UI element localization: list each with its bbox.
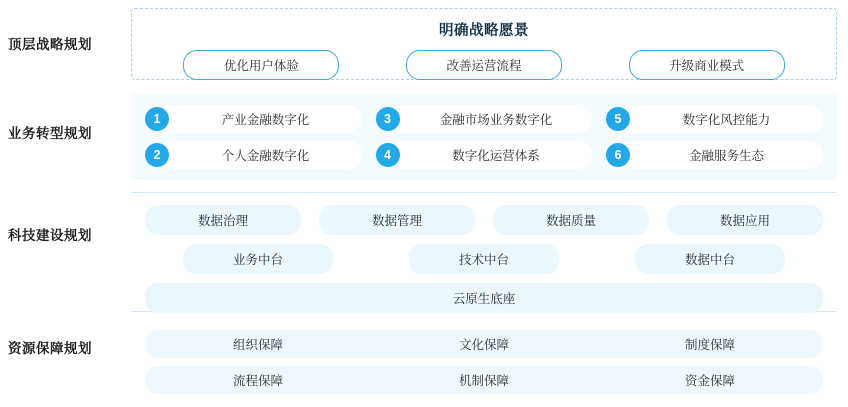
tech-pill[interactable]: 数据中台 bbox=[635, 244, 784, 274]
strategy-pill[interactable]: 改善运营流程 bbox=[406, 50, 562, 80]
resource-cell[interactable]: 资金保障 bbox=[684, 374, 735, 388]
business-item-label: 数字化风控能力 bbox=[618, 105, 823, 133]
business-item-number: 3 bbox=[376, 107, 400, 131]
strategy-band bbox=[131, 8, 837, 80]
tech-foundation-bar[interactable]: 云原生底座 bbox=[145, 283, 823, 313]
business-item-number: 5 bbox=[606, 107, 630, 131]
tech-row-platform bbox=[131, 244, 837, 274]
business-item[interactable] bbox=[376, 141, 593, 169]
business-item-label: 数字化运营体系 bbox=[388, 141, 593, 169]
tech-pill[interactable]: 技术中台 bbox=[409, 244, 558, 274]
strategy-pill[interactable]: 升级商业模式 bbox=[629, 50, 785, 80]
rail-label-strategy: 顶层战略规划 bbox=[8, 37, 92, 52]
tech-row-data bbox=[131, 205, 837, 235]
business-item-label: 个人金融数字化 bbox=[157, 141, 362, 169]
rail-label-resource: 资源保障规划 bbox=[8, 341, 92, 356]
business-item-label: 产业金融数字化 bbox=[157, 105, 362, 133]
business-item[interactable] bbox=[606, 141, 823, 169]
resource-cell[interactable]: 组织保障 bbox=[232, 338, 283, 352]
resource-band bbox=[131, 322, 837, 400]
resource-row bbox=[145, 366, 823, 394]
tech-pill[interactable]: 数据应用 bbox=[667, 205, 823, 235]
tech-band bbox=[131, 192, 837, 312]
business-item-number: 2 bbox=[145, 143, 169, 167]
business-row bbox=[145, 140, 823, 170]
business-item[interactable] bbox=[376, 105, 593, 133]
business-band bbox=[131, 94, 837, 180]
strategy-pill[interactable]: 优化用户体验 bbox=[183, 50, 339, 80]
business-item[interactable] bbox=[145, 105, 362, 133]
tech-pill[interactable]: 数据管理 bbox=[319, 205, 475, 235]
resource-row bbox=[145, 330, 823, 358]
resource-cell[interactable]: 机制保障 bbox=[458, 374, 509, 388]
business-item-label: 金融服务生态 bbox=[618, 141, 823, 169]
tech-pill[interactable]: 数据质量 bbox=[493, 205, 649, 235]
resource-cell[interactable]: 文化保障 bbox=[458, 338, 509, 352]
tech-pill[interactable]: 数据治理 bbox=[145, 205, 301, 235]
strategy-pill-group bbox=[132, 50, 836, 80]
rail-label-tech: 科技建设规划 bbox=[8, 228, 92, 243]
business-item[interactable] bbox=[606, 105, 823, 133]
business-item[interactable] bbox=[145, 141, 362, 169]
business-item-label: 金融市场业务数字化 bbox=[388, 105, 593, 133]
rail-label-business: 业务转型规划 bbox=[8, 126, 92, 141]
tech-pill[interactable]: 业务中台 bbox=[183, 244, 332, 274]
strategy-title: 明确战略愿景 bbox=[439, 23, 529, 39]
business-item-number: 6 bbox=[606, 143, 630, 167]
business-item-number: 1 bbox=[145, 107, 169, 131]
business-row bbox=[145, 104, 823, 134]
resource-cell[interactable]: 制度保障 bbox=[684, 338, 735, 352]
resource-cell[interactable]: 流程保障 bbox=[232, 374, 283, 388]
business-item-number: 4 bbox=[376, 143, 400, 167]
